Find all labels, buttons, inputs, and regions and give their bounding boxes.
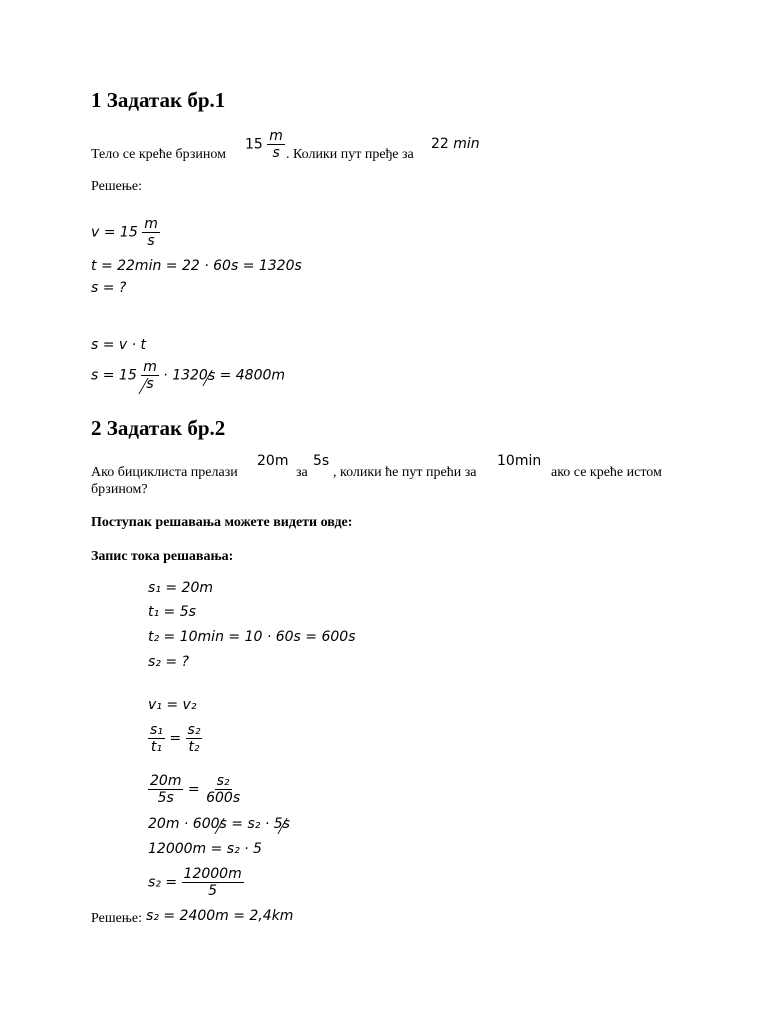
task2-s2-frac-lhs: s₂ =	[148, 874, 178, 891]
task2-ratio-2-left-num: 20m	[150, 773, 182, 789]
task2-line-v: v₁ = v₂	[148, 697, 197, 713]
task2-record-label: Запис тока решавања:	[91, 549, 234, 564]
task1-time-unit: min	[453, 136, 480, 152]
task2-s2-frac-num: 12000m	[183, 866, 242, 882]
task1-speed-unit	[267, 128, 285, 161]
task2-text-e: брзином?	[91, 482, 148, 497]
task1-s-unknown: s = ?	[91, 280, 127, 296]
task1-v-den: s	[147, 233, 155, 249]
task2-s2-frac-den: 5	[208, 883, 218, 899]
task1-s-formula: s = v · t	[91, 337, 147, 353]
task2-line-t1: t₁ = 5s	[148, 604, 196, 620]
task2-dist: 20m	[257, 453, 289, 469]
task1-v-num: m	[144, 216, 158, 232]
task1-s-calc-mid: · 1320	[163, 367, 208, 384]
task2-ratio-1-left-den: t₁	[150, 739, 162, 755]
task1-t-line: t = 22min = 22 · 60s = 1320s	[91, 258, 302, 274]
task1-speed-unit-num: m	[269, 128, 283, 144]
task1-s-calc-unit	[141, 359, 159, 392]
task2-ratio-1-right	[186, 722, 203, 755]
task1-speed-num: 15	[245, 136, 263, 153]
task1-text-b: . Колики пут пређе за	[286, 147, 414, 162]
task1-speed-unit-den: s	[272, 145, 280, 161]
task2-cross-s2: s	[282, 816, 290, 832]
task2-answer: s₂ = 2400m = 2,4km	[146, 908, 294, 924]
task2-text-c: , колики ће пут прећи за	[333, 465, 477, 480]
task2-line-s2: s₂ = ?	[148, 654, 189, 670]
task1-s-calc-strike: s	[207, 367, 216, 384]
task2-line-s2-frac	[148, 866, 244, 899]
task1-s-calc-den: s	[146, 376, 154, 392]
task1-v-line	[91, 216, 160, 249]
task1-v-unit	[142, 216, 160, 249]
task1-heading: 1 Задатак бр.1	[91, 88, 226, 112]
task2-ratio-2-eq: =	[187, 781, 200, 798]
task2-ratio-1	[148, 722, 202, 755]
task2-ratio-2-left	[148, 773, 183, 806]
task1-time	[431, 136, 480, 153]
task2-ratio-1-eq: =	[169, 730, 182, 747]
task2-cross-s1: s	[219, 816, 227, 832]
task2-line-t2: t₂ = 10min = 10 · 60s = 600s	[148, 629, 356, 645]
task2-ratio-1-left	[148, 722, 165, 755]
task2-line-cross	[148, 816, 290, 833]
task1-speed	[245, 128, 285, 161]
task2-answer-label: Решење:	[91, 911, 143, 926]
task2-text-a: Ако бициклиста прелази	[91, 465, 238, 480]
task1-s-calc-lhs: s = 15	[91, 367, 137, 384]
task1-s-calc-rhs: = 4800m	[219, 367, 286, 384]
task1-v-lhs: v = 15	[91, 224, 138, 241]
task2-time: 10min	[497, 453, 542, 469]
task2-heading: 2 Задатак бр.2	[91, 416, 226, 440]
task2-dur: 5s	[313, 453, 330, 469]
task1-time-val: 22	[431, 136, 449, 152]
task2-ratio-2-right-den: 600s	[206, 790, 241, 806]
task2-procedure: Поступак решавања можете видети овде:	[91, 515, 353, 530]
task2-ratio-1-right-den: t₂	[188, 739, 200, 755]
task2-text-d: ако се креће истом	[551, 465, 662, 480]
task2-cross-b: = s₂ · 5	[231, 816, 283, 832]
task2-ratio-2-right	[204, 773, 242, 806]
task2-line-s1: s₁ = 20m	[148, 580, 213, 596]
task2-ratio-2-left-den: 5s	[157, 790, 174, 806]
task1-s-calc	[91, 359, 285, 392]
task2-cross-a: 20m · 600	[148, 816, 220, 832]
task1-s-calc-num: m	[143, 359, 157, 375]
task2-line-12000: 12000m = s₂ · 5	[148, 841, 262, 857]
task2-ratio-2-right-num: s₂	[216, 773, 230, 789]
task2-ratio-2	[148, 773, 242, 806]
task1-solution-label: Решење:	[91, 179, 143, 194]
task2-text-b: за	[296, 465, 308, 480]
task2-ratio-1-left-num: s₁	[150, 722, 163, 738]
task2-ratio-1-right-num: s₂	[187, 722, 201, 738]
task1-text-a: Тело се креће брзином	[91, 147, 226, 162]
task2-s2-frac	[182, 866, 244, 899]
